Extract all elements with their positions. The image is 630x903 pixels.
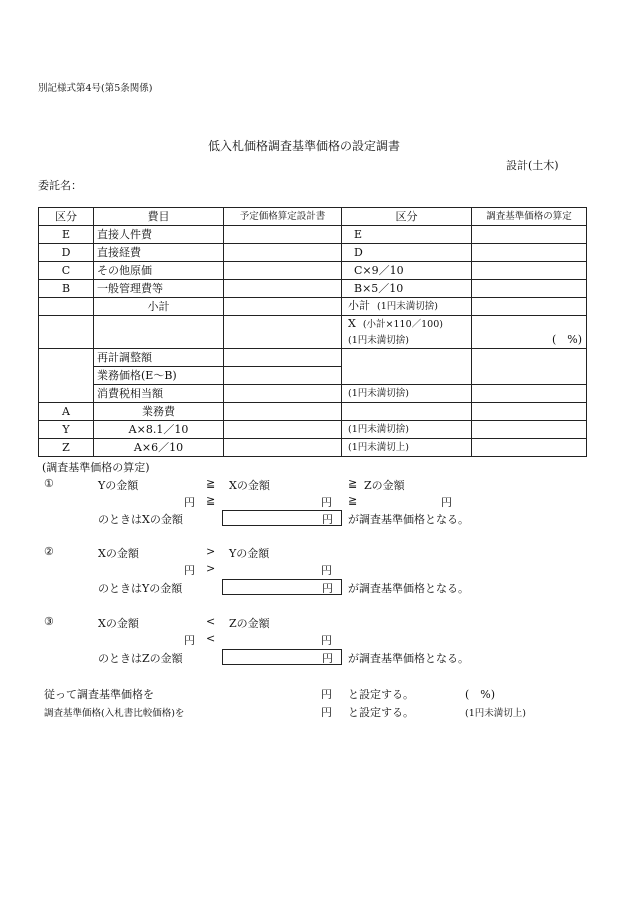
row-kubun2: (1円未満切捨) <box>342 421 472 439</box>
row-himoku: 直接経費 <box>94 244 224 262</box>
row-kubun: C <box>39 262 94 280</box>
row-kubun2: E <box>342 226 472 244</box>
table-row <box>39 244 587 262</box>
x-formula: (小計×110／100) <box>362 319 443 330</box>
table-row <box>39 349 587 367</box>
row-kubun2: D <box>342 244 472 262</box>
cond1-op1: ≧ <box>206 477 216 490</box>
row-kubun: Z <box>39 439 94 457</box>
table-row <box>39 262 587 280</box>
row-kubun2: (1円未満切上) <box>342 439 472 457</box>
table-header-row <box>39 208 587 226</box>
header-calc: 調査基準価格の算定 <box>472 208 587 226</box>
row-himoku: A×8.1／10 <box>94 421 224 439</box>
row-design-price[interactable] <box>224 244 342 262</box>
cond2-op1: > <box>206 545 216 558</box>
cond2-result: が調査基準価格となる。 <box>348 582 469 595</box>
cond1-op4: ≧ <box>348 494 358 507</box>
table-row <box>39 403 587 421</box>
cond1-left: Yの金額 <box>98 479 139 492</box>
cond2-op2: > <box>206 562 216 575</box>
cond3-op1: < <box>206 615 216 628</box>
header-kubun: 区分 <box>39 208 94 226</box>
row-kubun2 <box>342 316 472 349</box>
cond3-op2: < <box>206 632 216 645</box>
cond1-box-yen: 円 <box>322 513 333 526</box>
cond1-mid: Xの金額 <box>229 479 270 492</box>
x-note: (1円未満切捨) <box>348 335 409 346</box>
row-himoku: 消費税相当額 <box>94 385 224 403</box>
header-design-price: 予定価格算定設計書 <box>224 208 342 226</box>
row-design-price[interactable] <box>224 367 342 385</box>
row-kubun: E <box>39 226 94 244</box>
row-kubun: D <box>39 244 94 262</box>
row-design-price[interactable] <box>224 262 342 280</box>
cost-table <box>38 207 587 457</box>
row-calc[interactable] <box>472 262 587 280</box>
row-kubun2 <box>342 298 472 316</box>
table-row <box>39 385 587 403</box>
row-calc-percent[interactable]: ( %) <box>472 316 587 349</box>
document-title: 低入札価格調査基準価格の設定調書 <box>208 139 401 153</box>
row-design-price[interactable] <box>224 385 342 403</box>
cond1-result: が調査基準価格となる。 <box>348 513 469 526</box>
cond2-left: Xの金額 <box>98 547 139 560</box>
row-himoku: 小計 <box>94 298 224 316</box>
cond1-yen1: 円 <box>184 496 195 509</box>
cond3-yen1: 円 <box>184 634 195 647</box>
bid-compare-set: と設定する。 <box>348 706 414 719</box>
cond2-when: のときはYの金額 <box>98 582 183 595</box>
cond3-result: が調査基準価格となる。 <box>348 652 469 665</box>
table-row-x <box>39 316 587 349</box>
table-row-subtotal <box>39 298 587 316</box>
bid-compare-yen: 円 <box>321 706 332 719</box>
table-row <box>39 280 587 298</box>
row-kubun2 <box>342 349 472 385</box>
row-calc[interactable] <box>472 385 587 403</box>
cond1-yen2: 円 <box>321 496 332 509</box>
row-himoku: その他原価 <box>94 262 224 280</box>
table-row <box>39 439 587 457</box>
row-kubun: B <box>39 280 94 298</box>
row-calc[interactable] <box>472 349 587 385</box>
table-row <box>39 226 587 244</box>
row-design-price[interactable] <box>224 421 342 439</box>
cond3-box-yen: 円 <box>322 652 333 665</box>
row-himoku: 直接人件費 <box>94 226 224 244</box>
row-himoku: 業務価格(E～B) <box>94 367 224 385</box>
row-kubun: Y <box>39 421 94 439</box>
row-calc[interactable] <box>472 439 587 457</box>
subtotal-note: (1円未満切捨) <box>377 301 438 312</box>
row-calc[interactable] <box>472 280 587 298</box>
row-design-price[interactable] <box>224 349 342 367</box>
bid-compare-note: (1円未満切上) <box>465 708 526 719</box>
row-calc[interactable] <box>472 403 587 421</box>
row-calc[interactable] <box>472 421 587 439</box>
row-kubun <box>39 298 94 316</box>
row-design-price[interactable] <box>224 298 342 316</box>
cond3-right: Zの金額 <box>229 617 270 630</box>
row-kubun <box>39 349 94 403</box>
row-design-price[interactable] <box>224 403 342 421</box>
final-price-label: 従って調査基準価格を <box>44 688 154 701</box>
x-label: X <box>348 317 356 330</box>
row-calc[interactable] <box>472 244 587 262</box>
cond2-number: ② <box>44 545 54 558</box>
row-calc[interactable] <box>472 298 587 316</box>
cond3-left: Xの金額 <box>98 617 139 630</box>
calc-heading: (調査基準価格の算定) <box>42 461 150 474</box>
row-design-price[interactable] <box>224 280 342 298</box>
row-kubun2: (1円未満切捨) <box>342 385 472 403</box>
table-row <box>39 421 587 439</box>
row-kubun: A <box>39 403 94 421</box>
row-design-price[interactable] <box>224 439 342 457</box>
cond1-yen3: 円 <box>441 496 452 509</box>
design-label: 設計(土木) <box>506 159 559 172</box>
header-himoku: 費目 <box>94 208 224 226</box>
bid-compare-label: 調査基準価格(入札書比較価格)を <box>44 708 185 719</box>
row-himoku: 再計調整額 <box>94 349 224 367</box>
row-himoku: A×6／10 <box>94 439 224 457</box>
header-kubun2: 区分 <box>342 208 472 226</box>
cond2-yen1: 円 <box>184 564 195 577</box>
cond1-number: ① <box>44 477 54 490</box>
cond1-right: Zの金額 <box>364 479 405 492</box>
row-kubun <box>39 316 94 349</box>
row-himoku <box>94 316 224 349</box>
row-kubun2: C×9／10 <box>342 262 472 280</box>
final-price-set: と設定する。 <box>348 688 414 701</box>
row-himoku: 一般管理費等 <box>94 280 224 298</box>
cond3-number: ③ <box>44 615 54 628</box>
cond1-when: のときはXの金額 <box>98 513 183 526</box>
final-price-yen: 円 <box>321 688 332 701</box>
row-design-price[interactable] <box>224 226 342 244</box>
row-kubun2: B×5／10 <box>342 280 472 298</box>
form-number: 別記様式第4号(第5条関係) <box>38 83 153 94</box>
row-kubun2 <box>342 403 472 421</box>
cond2-right: Yの金額 <box>229 547 270 560</box>
final-price-percent[interactable]: ( %) <box>465 688 496 701</box>
cond3-when: のときはZの金額 <box>98 652 183 665</box>
cond1-op2: ≧ <box>348 477 358 490</box>
cond2-yen2: 円 <box>321 564 332 577</box>
row-design-price[interactable] <box>224 316 342 349</box>
subtotal-label: 小計 <box>348 299 370 312</box>
commission-label: 委託名： <box>38 179 82 192</box>
row-calc[interactable] <box>472 226 587 244</box>
cond1-op3: ≧ <box>206 494 216 507</box>
cond2-box-yen: 円 <box>322 582 333 595</box>
row-himoku: 業務費 <box>94 403 224 421</box>
cond3-yen2: 円 <box>321 634 332 647</box>
